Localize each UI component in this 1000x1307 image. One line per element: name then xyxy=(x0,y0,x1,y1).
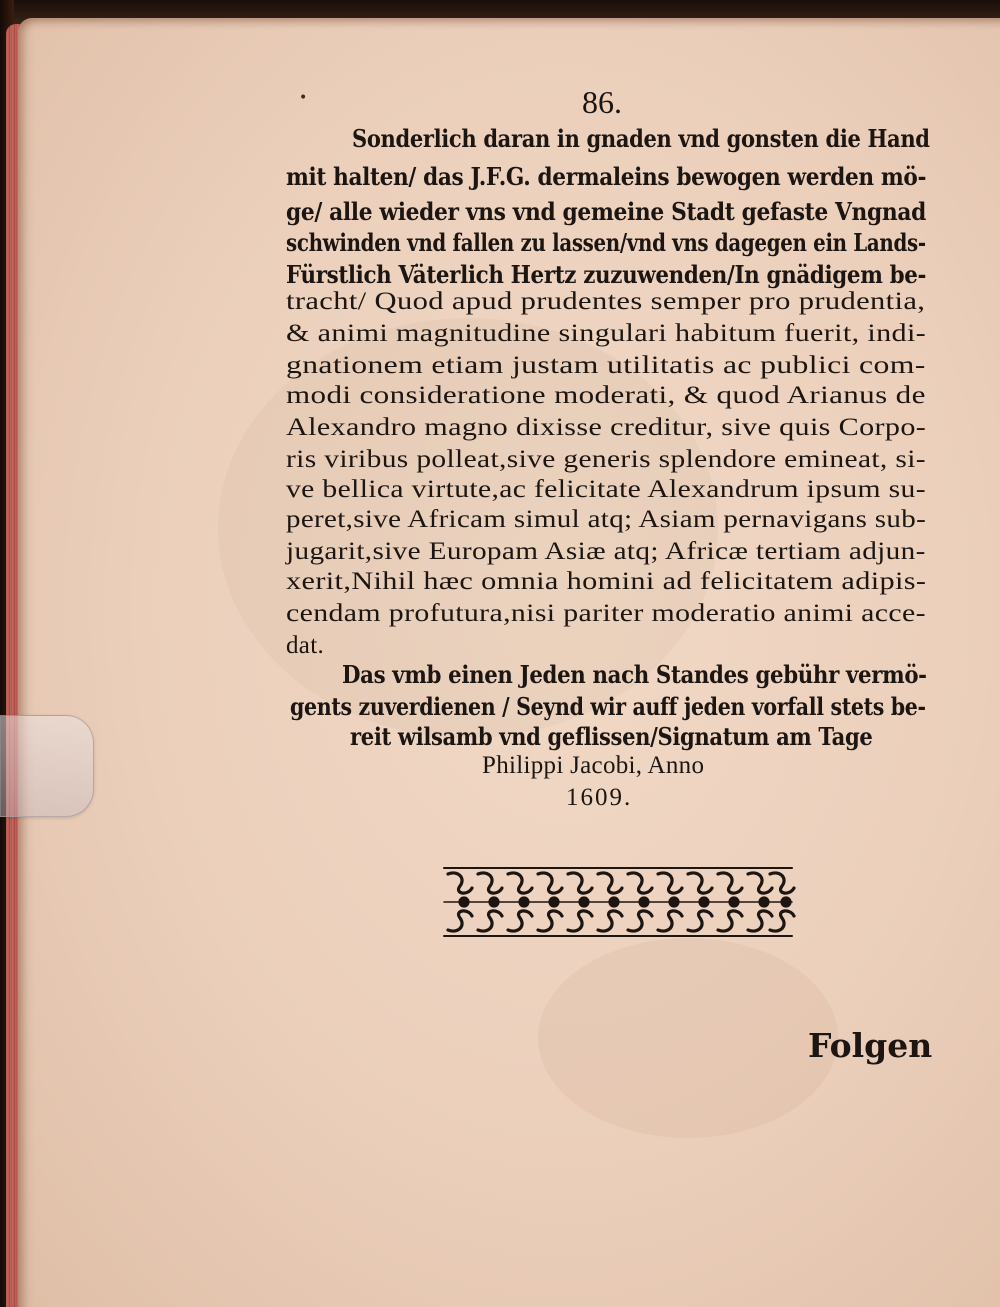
text-line-19: gents zuverdienen / Seynd wir auff jeden vorfall stets be- xyxy=(290,692,926,721)
text-line-3: ge/ alle wieder vns vnd gemeine Stadt gefaste Vngnad xyxy=(286,197,926,226)
ink-dot: • xyxy=(299,90,308,106)
text-line-8: gnationem etiam justam utilitatis ac publici com- xyxy=(286,352,926,379)
text-line-6: tracht/ Quod apud prudentes semper pro prudentia, xyxy=(286,288,926,315)
text-line-5: Fürstlich Väterlich Hertz zuzuwenden/In gnädigem be- xyxy=(286,260,927,289)
text-line-21: Philippi Jacobi, Anno xyxy=(482,752,705,779)
text-line-18: Das vmb einen Jeden nach Standes gebühr vermö- xyxy=(342,660,927,689)
text-line-4: schwinden vnd fallen zu lassen/vnd vns dagegen ein Lands- xyxy=(286,228,926,257)
text-line-1: Sonderlich daran in gnaden vnd gonsten die Hand xyxy=(352,124,930,153)
text-line-14: jugarit,sive Europam Asiæ atq; Africæ tertiam adjun- xyxy=(286,538,926,565)
text-line-11: ris viribus polleat,sive generis splendore emineat, si- xyxy=(286,446,926,473)
text-line-16: cendam profutura,nisi pariter moderatio animi acce- xyxy=(286,600,926,627)
paper-stain xyxy=(538,938,838,1138)
text-line-17: dat. xyxy=(286,632,324,659)
text-line-13: peret,sive Africam simul atq; Asiam pernavigans sub- xyxy=(286,506,927,533)
text-line-9: modi consideratione moderati, & quod Arianus de xyxy=(286,382,926,409)
ornament-band-icon xyxy=(440,862,796,942)
page-clip xyxy=(0,715,94,817)
text-line-15: xerit,Nihil hæc omnia homini ad felicitatem adipis- xyxy=(286,568,927,595)
text-line-7: & animi magnitudine singulari habitum fuerit, indi- xyxy=(286,320,927,347)
catchword: Folgen xyxy=(808,1026,933,1065)
text-line-10: Alexandro magno dixisse creditur, sive quis Corpo- xyxy=(286,414,927,441)
text-line-12: ve bellica virtute,ac felicitate Alexandrum ipsum su- xyxy=(286,476,926,503)
text-line-22: 1609. xyxy=(566,784,633,811)
text-line-20: reit wilsamb vnd geflissen/Signatum am Tage xyxy=(350,722,873,751)
text-line-2: mit halten/ das J.F.G. dermaleins bewogen werden mö- xyxy=(286,162,927,191)
page-number: 86. xyxy=(582,84,622,120)
